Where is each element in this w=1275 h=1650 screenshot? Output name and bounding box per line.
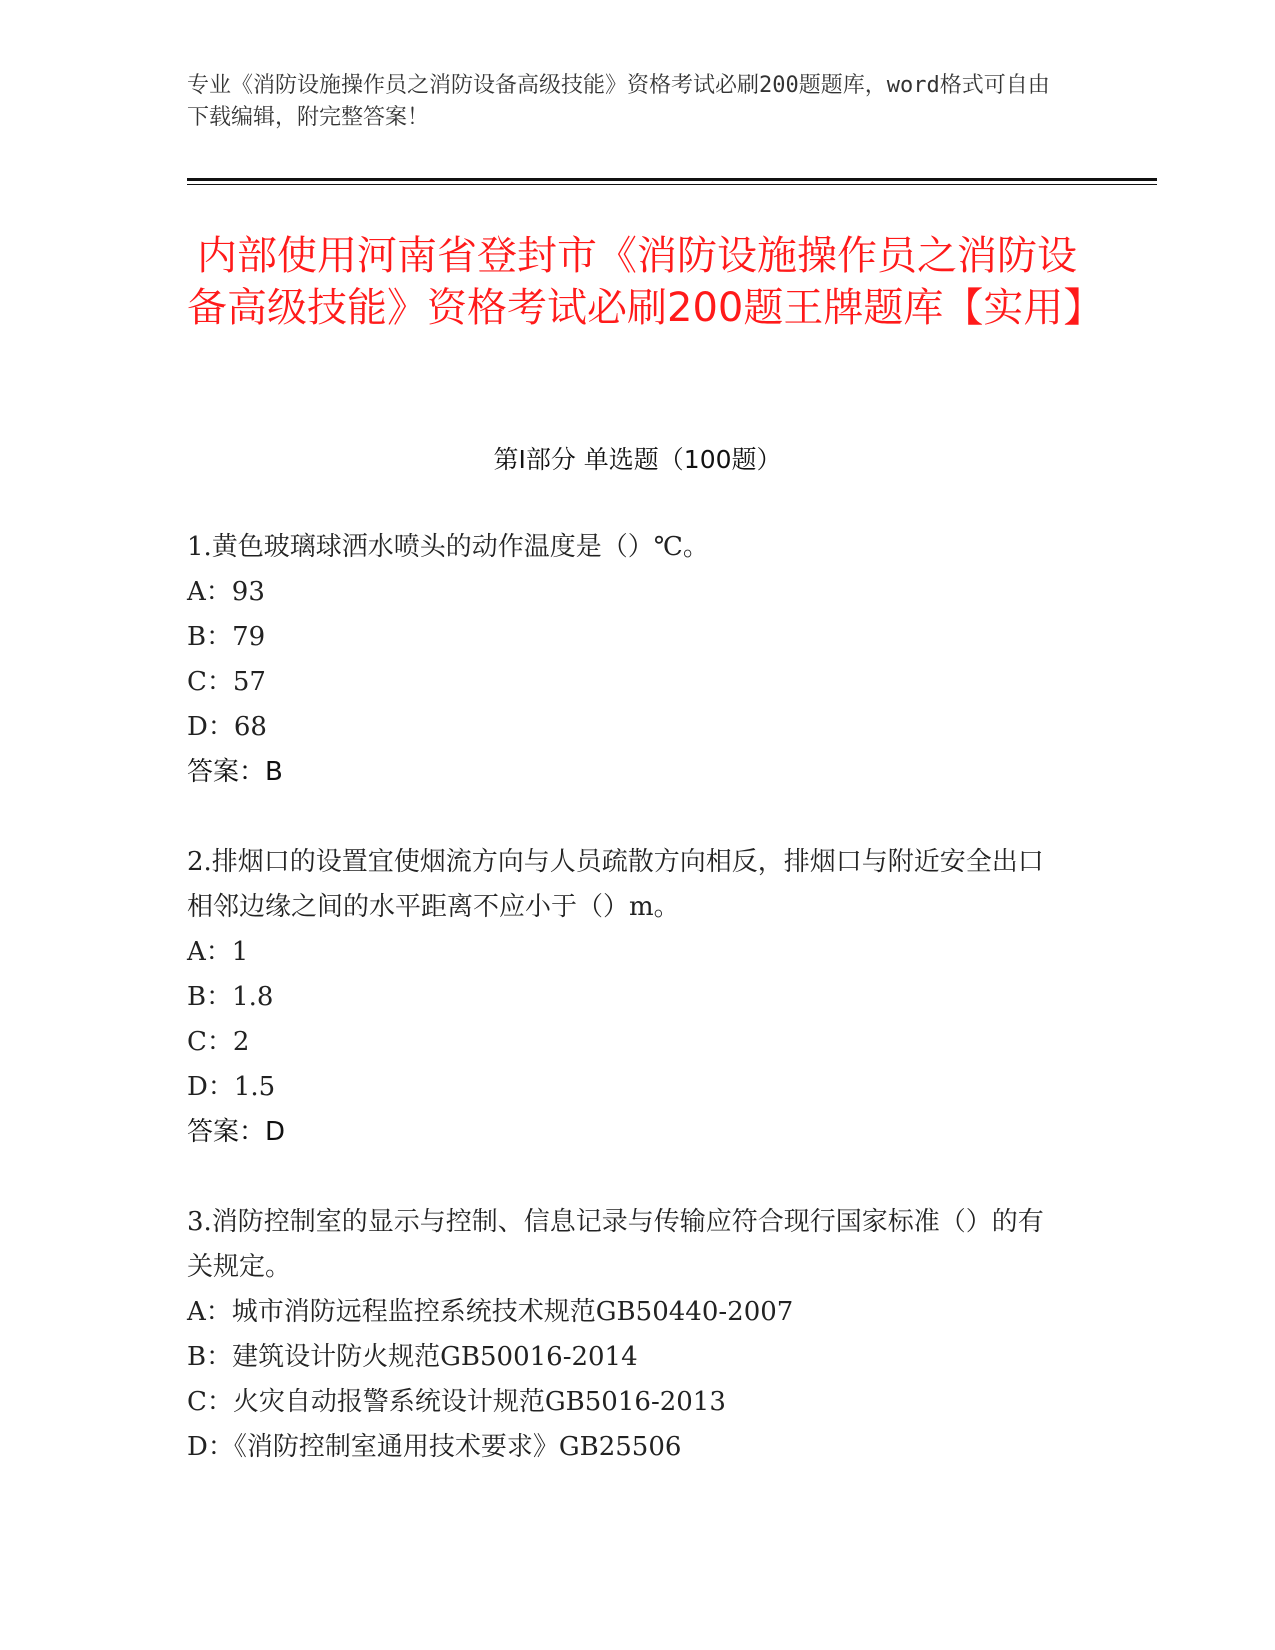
question-stem: 2.排烟口的设置宜使烟流方向与人员疏散方向相反，排烟口与附近安全出口相邻边缘之间的水平距离不应小于（）m。 xyxy=(187,847,1044,922)
option-d: D：68 xyxy=(187,712,267,742)
question-list xyxy=(187,525,1067,1515)
option-a: A：城市消防远程监控系统技术规范GB50440-2007 xyxy=(187,1297,794,1327)
option-b: B：1.8 xyxy=(187,982,274,1012)
answer: 答案：B xyxy=(187,757,283,787)
document-title: 内部使用河南省登封市《消防设施操作员之消防设备高级技能》资格考试必刷200题王牌题库【实用】 xyxy=(187,233,1104,331)
option-d: D：《消防控制室通用技术要求》GB25506 xyxy=(187,1432,682,1462)
option-a: A：93 xyxy=(187,577,265,607)
question-2 xyxy=(187,840,1067,1155)
option-b: B：79 xyxy=(187,622,266,652)
header-note: 专业《消防设施操作员之消防设备高级技能》资格考试必刷200题题库，word格式可自由下载编辑，附完整答案！ xyxy=(187,73,1050,130)
answer: 答案：D xyxy=(187,1117,286,1147)
question-stem: 1.黄色玻璃球洒水喷头的动作温度是（）℃。 xyxy=(187,532,709,562)
option-c: C：57 xyxy=(187,667,266,697)
header-rule-thin xyxy=(187,184,1157,185)
option-c: C：火灾自动报警系统设计规范GB5016-2013 xyxy=(187,1387,726,1417)
question-3 xyxy=(187,1200,1067,1470)
section-heading: 第Ⅰ部分 单选题（100题） xyxy=(493,445,782,474)
option-a: A：1 xyxy=(187,937,249,967)
question-1 xyxy=(187,525,1067,795)
question-stem: 3.消防控制室的显示与控制、信息记录与传输应符合现行国家标准（）的有关规定。 xyxy=(187,1207,1044,1282)
option-c: C：2 xyxy=(187,1027,250,1057)
option-b: B：建筑设计防火规范GB50016-2014 xyxy=(187,1342,638,1372)
option-d: D：1.5 xyxy=(187,1072,276,1102)
header-rule-thick xyxy=(187,178,1157,181)
